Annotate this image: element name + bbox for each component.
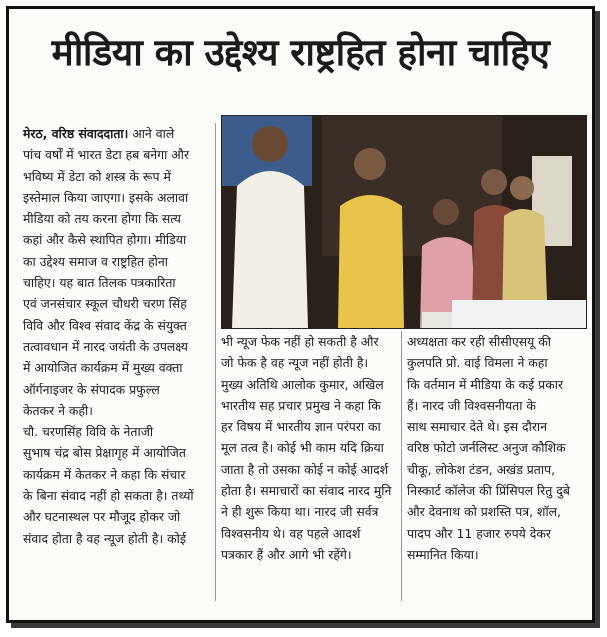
article-line: कि वर्तमान में मीडिया के कई प्रकार [407, 376, 564, 392]
article-line: जो फेक है वह न्यूज नहीं होती है। [221, 355, 369, 371]
article-line: पादप और 11 हजार रुपये देकर [407, 525, 551, 541]
article-line: मूल तत्व है। कोई भी काम यदि क्रिया [221, 440, 384, 456]
article-line: चौ. चरणसिंह विवि के नेताजी [23, 424, 154, 440]
article-line: चाहिए। यह बात तिलक पत्रकारिता [23, 275, 176, 291]
article-line: भी न्यूज फेक नहीं हो सकती है और [221, 334, 379, 349]
column-divider [215, 123, 216, 601]
article-line-text: आने वाले [132, 126, 175, 141]
article-line: चीकू, लोकेश टंडन, अखंड प्रताप, [407, 461, 556, 477]
article-column-2 [221, 331, 397, 565]
event-photo-illustration [222, 116, 586, 328]
article-line: मुख्य अतिथि आलोक कुमार, अखिल [221, 376, 384, 392]
article-line: पांच वर्षों में भारत डेटा हब बनेगा और [23, 147, 190, 163]
article-line: विश्वसनीय थे। वह पहले आदर्श [221, 525, 361, 541]
article-line: एवं जनसंचार स्कूल चौधरी चरण सिंह [23, 296, 187, 312]
newspaper-clipping [6, 6, 595, 623]
article-line: साथ समाचार देते थे। इस दौरान [407, 419, 547, 435]
article-line: तत्वावधान में नारद जयंती के उपलक्ष्य [23, 338, 188, 354]
byline: मेरठ, वरिष्ठ संवाददाता। [23, 126, 129, 141]
article-line: का उद्देश्य समाज व राष्ट्रहित होना [23, 253, 168, 269]
article-line: और घटनास्थल पर मौजूद होकर जो [23, 509, 181, 525]
article-line: विवि और विश्व संवाद केंद्र के संयुक्त [23, 317, 187, 333]
column-divider [401, 331, 402, 601]
article-line: केतकर ने कही। [23, 402, 93, 418]
article-line: भविष्य में डेटा को शस्त्र के रूप में [23, 168, 171, 184]
event-photo [221, 115, 587, 329]
article-line: जाता है तो उसका कोई न कोई आदर्श [221, 461, 389, 477]
article-line: सुभाष चंद्र बोस प्रेक्षागृह में आयोजित [23, 445, 186, 461]
article-line: के बिना संवाद नहीं हो सकता है। तथ्यों [23, 488, 194, 504]
article-line: और देवनाथ को प्रशस्ति पत्र, शॉल, [407, 504, 561, 520]
article-line: इस्तेमाल किया जाएगा। इसके अलावा [23, 189, 189, 205]
article-line: ऑर्गनाइजर के संपादक प्रफुल्ल [23, 381, 160, 397]
article-line: अध्यक्षता कर रही सीसीएसयू की [407, 334, 551, 349]
headline: मीडिया का उद्देश्य राष्ट्रहित होना चाहिए [51, 31, 550, 74]
article-line: संवाद होता है वह न्यूज होती है। कोई [23, 530, 186, 546]
article-line: हर विषय में भारतीय ज्ञान परंपरा का [221, 419, 381, 435]
article-column-3 [407, 331, 587, 565]
article-line: में आयोजित कार्यक्रम में मुख्य वक्ता [23, 360, 183, 376]
article-line: वरिष्ठ फोटो जर्नलिस्ट अनुज कौशिक [407, 440, 566, 456]
article-line [23, 123, 213, 144]
article-line: सम्मानित किया। [407, 546, 479, 562]
article-column-1 [23, 123, 213, 549]
article-line: कहां और कैसे स्थापित होगा। मीडिया [23, 232, 187, 248]
article-line: कुलपति प्रो. वाई विमला ने कहा [407, 355, 548, 371]
article-line: कार्यक्रम में केतकर ने कहा कि संचार [23, 466, 186, 482]
article-line: भारतीय सह प्रचार प्रमुख ने कहा कि [221, 397, 381, 413]
article-line: मीडिया को तय करना होगा कि सत्य [23, 211, 181, 227]
article-line: होता है। समाचारों का संवाद नारद मुनि [221, 483, 392, 499]
article-line: पत्रकार हैं और आगे भी रहेंगे। [221, 546, 352, 562]
article-line: हैं। नारद जी विश्वसनीयता के [407, 397, 536, 413]
article-line: निस्कार्ट कॉलेज की प्रिंसिपल रितु दुबे [407, 483, 570, 499]
article-line: ने ही शुरू किया था। नारद जी सर्वत्र [221, 504, 379, 520]
